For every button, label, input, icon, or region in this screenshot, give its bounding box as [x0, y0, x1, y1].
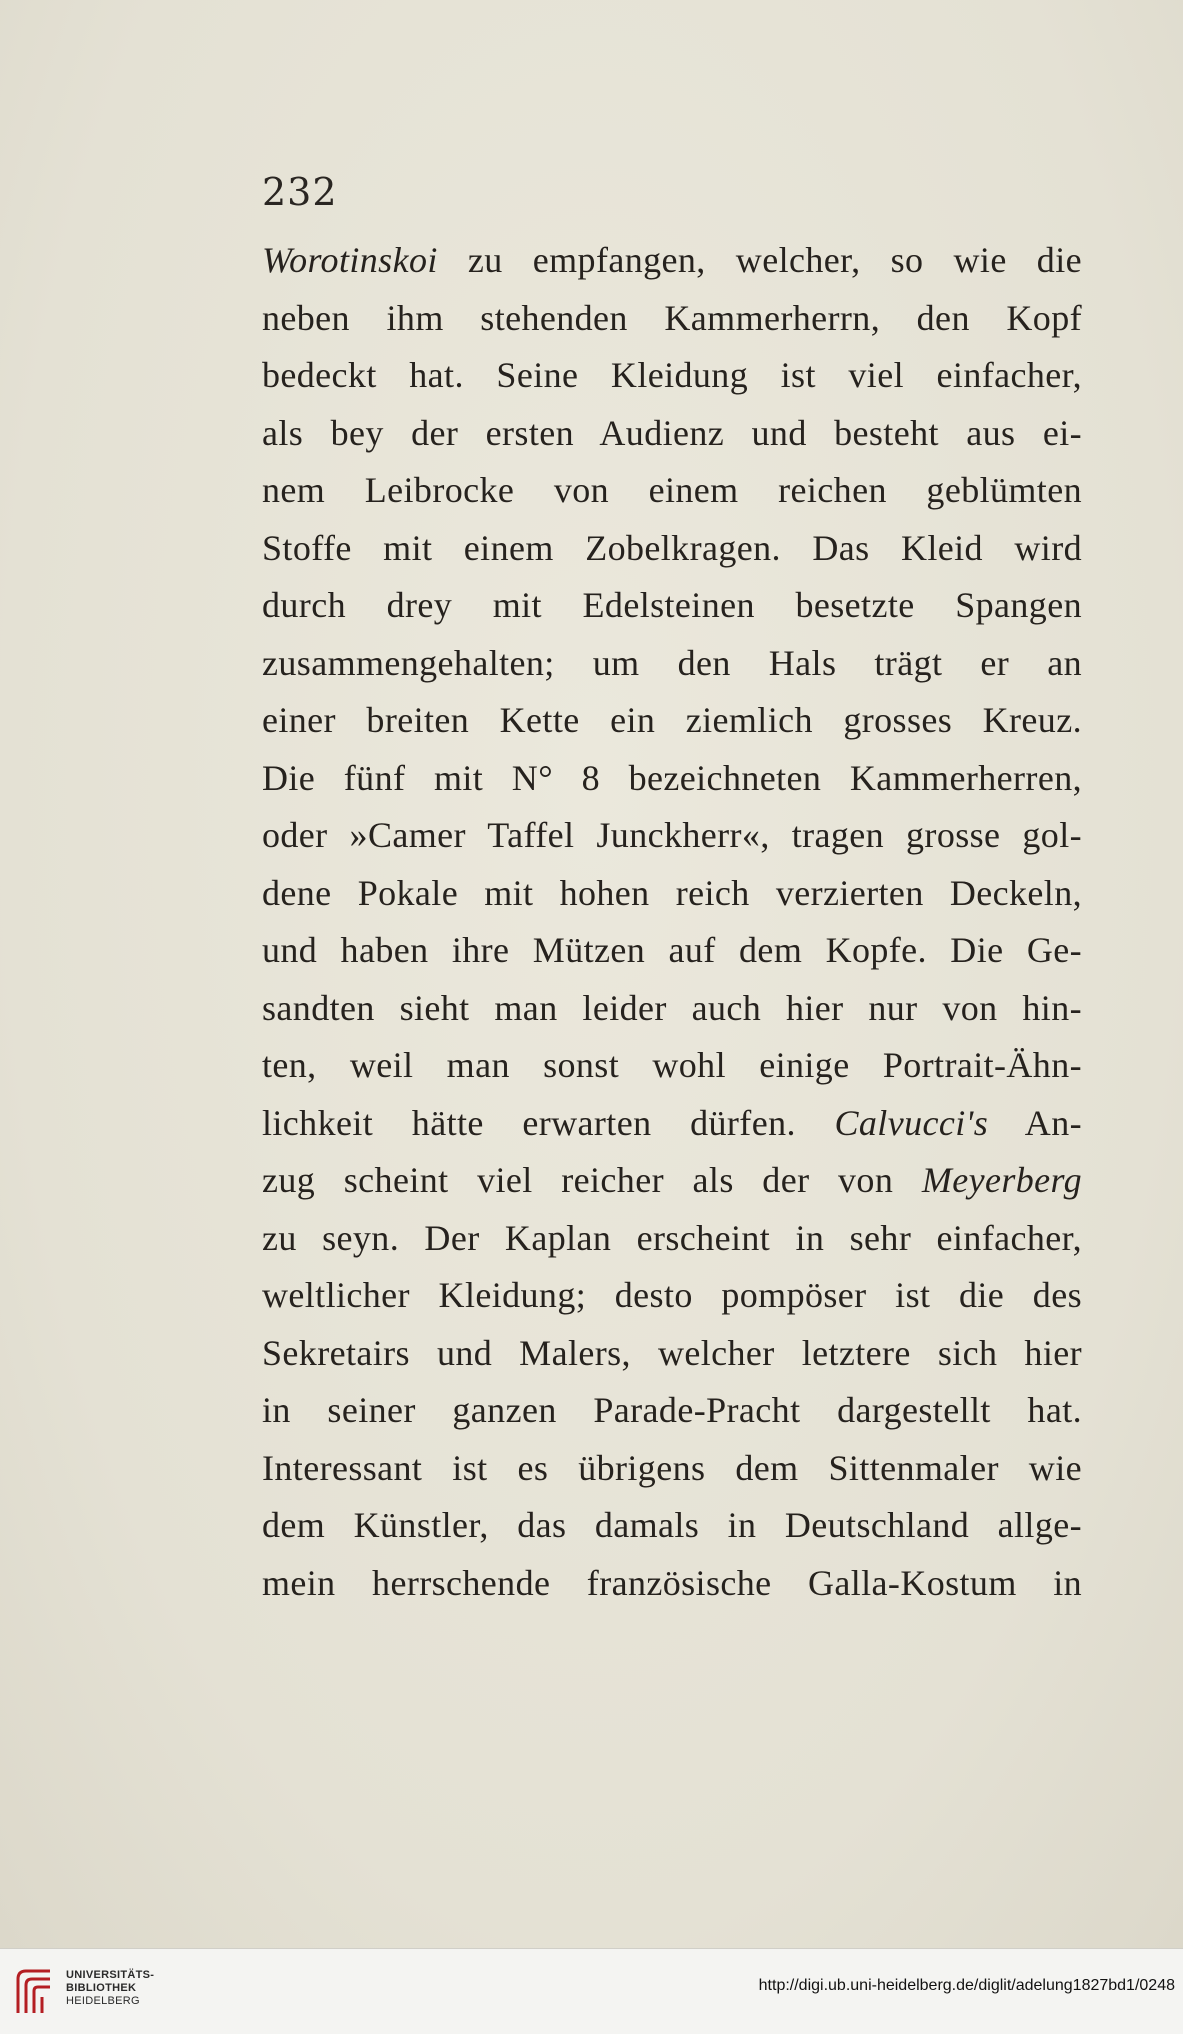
text-line — [262, 1267, 1082, 1325]
text-line — [262, 462, 1082, 520]
text-line — [262, 1210, 1082, 1268]
footer-bar — [0, 1948, 1183, 2034]
logo-line-3: HEIDELBERG — [66, 1995, 140, 2007]
text-line — [262, 520, 1082, 578]
text-line — [262, 290, 1082, 348]
text-segment: Sekretairs und Malers, welcher letztere sich hier — [262, 1332, 1082, 1373]
text-line — [262, 1440, 1082, 1498]
text-line — [262, 1325, 1082, 1383]
text-segment: zug scheint viel reicher als der von — [262, 1160, 922, 1200]
source-url-link[interactable]: http://digi.ub.uni-heidelberg.de/diglit/adelung1827bd1/0248 — [758, 1977, 1175, 1994]
text-line — [262, 1555, 1082, 1613]
text-segment: einer breiten Kette ein ziemlich grosses Kreuz. — [262, 700, 1082, 740]
text-line — [262, 1497, 1082, 1555]
text-line — [262, 347, 1082, 405]
text-segment: sandten sieht man leider auch hier nur von hin- — [262, 987, 1082, 1028]
text-segment: und haben ihre Mützen auf dem Kopfe. Die Ge- — [262, 930, 1082, 970]
text-line — [262, 577, 1082, 635]
text-segment: nem Leibrocke von einem reichen geblümten — [262, 470, 1082, 510]
text-segment: durch drey mit Edelsteinen besetzte Spangen — [262, 585, 1082, 625]
library-logo-text — [66, 1969, 154, 2008]
text-line — [262, 980, 1082, 1038]
text-segment: Die fünf mit N° 8 bezeichneten Kammerherren, — [262, 757, 1082, 798]
text-segment: als bey der ersten Audienz und besteht aus ei- — [262, 412, 1082, 453]
text-line — [262, 922, 1082, 980]
text-line — [262, 692, 1082, 750]
text-line — [262, 232, 1082, 290]
italic-name: Worotinskoi — [262, 240, 438, 280]
text-line — [262, 1382, 1082, 1440]
text-segment: bedeckt hat. Seine Kleidung ist viel einfacher, — [262, 355, 1082, 395]
text-segment: in seiner ganzen Parade-Pracht dargestellt hat. — [262, 1390, 1082, 1430]
text-segment: weltlicher Kleidung; desto pompöser ist die des — [262, 1275, 1082, 1315]
text-line — [262, 807, 1082, 865]
text-line — [262, 1095, 1082, 1153]
text-line — [262, 1152, 1082, 1210]
text-segment: zu seyn. Der Kaplan erscheint in sehr einfacher, — [262, 1217, 1082, 1258]
italic-name: Calvucci's — [834, 1102, 989, 1143]
text-segment: lichkeit hätte erwarten dürfen. — [262, 1102, 835, 1143]
text-segment: dem Künstler, das damals in Deutschland allge- — [262, 1505, 1082, 1545]
text-segment: Interessant ist es übrigens dem Sittenmaler wie — [262, 1447, 1082, 1488]
logo-line-2: BIBLIOTHEK — [66, 1982, 137, 1994]
italic-name: Meyerberg — [921, 1160, 1082, 1200]
body-text — [262, 232, 1082, 1612]
library-logo-icon — [12, 1965, 56, 2019]
text-segment: mein herrschende französische Galla-Kostum in — [262, 1562, 1082, 1603]
text-segment: ten, weil man sonst wohl einige Portrait-Ähn- — [262, 1045, 1082, 1085]
text-line — [262, 635, 1082, 693]
text-line — [262, 405, 1082, 463]
text-segment: zusammengehalten; um den Hals trägt er an — [262, 642, 1082, 683]
text-segment: zu empfangen, welcher, so wie die — [437, 240, 1082, 280]
text-line — [262, 750, 1082, 808]
page-number: 232 — [262, 170, 338, 214]
text-segment: An- — [988, 1102, 1082, 1143]
text-segment: oder »Camer Taffel Junckherr«, tragen grosse gol- — [262, 815, 1082, 855]
text-line — [262, 865, 1082, 923]
text-segment: neben ihm stehenden Kammerherrn, den Kopf — [262, 297, 1082, 338]
text-line — [262, 1037, 1082, 1095]
logo-line-1: UNIVERSITÄTS- — [66, 1969, 155, 1981]
text-segment: Stoffe mit einem Zobelkragen. Das Kleid wird — [262, 527, 1082, 568]
text-segment: dene Pokale mit hohen reich verzierten Deckeln, — [262, 872, 1082, 913]
